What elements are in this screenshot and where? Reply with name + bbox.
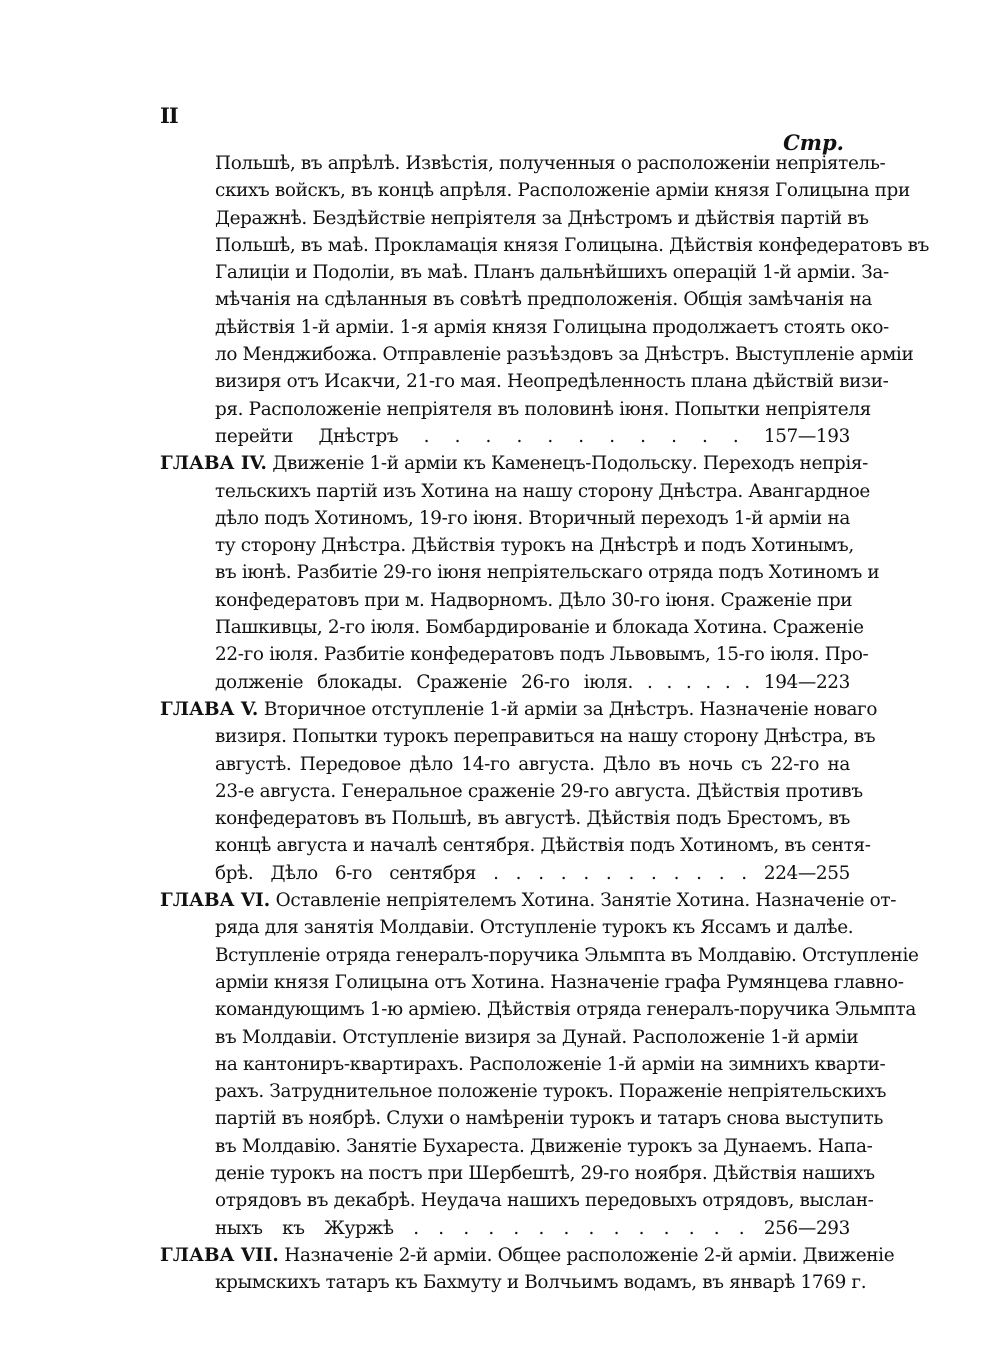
chapter-vi-entry	[160, 887, 919, 1242]
toc-line: конфедератовъ при м. Надворномъ. Дѣло 30-го іюня. Сраженіе при	[215, 589, 853, 611]
toc-line: тельскихъ партій изъ Хотина на нашу сторону Днѣстра. Авангардное	[215, 480, 870, 502]
toc-line: отрядовъ въ декабрѣ. Неудача нашихъ передовыхъ отрядовъ, выслан-	[215, 1190, 874, 1212]
page-number: II	[160, 103, 178, 128]
toc-line: 22-го іюля. Разбитіе конфедератовъ подъ Львовымъ, 15-го іюля. Про-	[215, 644, 869, 666]
toc-line: визиря отъ Исакчи, 21-го мая. Неопредѣленность плана дѣйствій визи-	[215, 371, 889, 393]
toc-line: Польшѣ, въ апрѣлѣ. Извѣстія, полученныя о расположеніи непріятель-	[215, 153, 886, 174]
toc-line: ря. Расположеніе непріятеля въ половинѣ іюня. Попытки непріятеля	[215, 398, 871, 420]
chapter-heading: ГЛАВА IV.	[160, 453, 267, 475]
toc-line: визиря. Попытки турокъ переправиться на нашу сторону Днѣстра, въ	[215, 726, 876, 748]
chapter-first-line	[160, 887, 897, 914]
toc-line: Галиціи и Подоліи, въ маѣ. Планъ дальнѣйшихъ операцій 1-й арміи. За-	[215, 262, 889, 284]
toc-line: Деражнѣ. Бездѣйствіе непріятеля за Днѣстромъ и дѣйствія партій въ	[215, 207, 869, 229]
chapter-vii-entry	[160, 1242, 895, 1297]
toc-line: крымскихъ татаръ къ Бахмуту и Волчьимъ водамъ, въ январѣ 1769 г.	[215, 1272, 867, 1294]
chapter-first-line	[160, 450, 868, 477]
toc-line: Вступленіе отряда генералъ-поручика Эльмпта въ Молдавію. Отступленіе	[215, 944, 919, 966]
chapter-summary-start: Оставленіе непріятелемъ Хотина. Занятіе Хотина. Назначеніе от-	[275, 890, 897, 912]
chapter-summary-start: Назначеніе 2-й арміи. Общее расположеніе 2-й арміи. Движеніе	[284, 1244, 895, 1266]
toc-line-with-pages: брѣ. Дѣло 6-го сентября . . . . . . . . . . . . 224—255	[215, 862, 850, 884]
toc-line-with-pages: долженіе блокады. Сраженіе 26-го іюля. . . . . . . 194—223	[215, 671, 850, 693]
toc-line: ряда для занятія Молдавіи. Отступленіе турокъ къ Яссамъ и далѣе.	[215, 917, 854, 939]
chapter-iv-entry	[160, 450, 880, 696]
continuation-entry	[160, 150, 930, 450]
toc-line: конфедератовъ въ Польшѣ, въ августѣ. Дѣйствія подъ Брестомъ, въ	[215, 808, 850, 830]
toc-line: командующимъ 1-ю арміею. Дѣйствія отряда генералъ-поручика Эльмпта	[215, 999, 916, 1021]
chapter-heading: ГЛАВА VI.	[160, 890, 271, 912]
chapter-summary-start: Движеніе 1-й арміи къ Каменецъ-Подольску. Переходъ непрія-	[272, 453, 868, 475]
toc-line: въ Молдавію. Занятіе Бухареста. Движеніе турокъ за Дунаемъ. Напа-	[215, 1135, 873, 1157]
toc-line: партій въ ноябрѣ. Слухи о намѣреніи турокъ и татаръ снова выступить	[215, 1108, 884, 1130]
toc-line: Пашкивцы, 2-го іюля. Бомбардированіе и блокада Хотина. Сраженіе	[215, 617, 864, 639]
toc-line: мѣчанія на сдѣланныя въ совѣтѣ предположенія. Общія замѣчанія на	[215, 289, 873, 311]
toc-line: дѣло подъ Хотиномъ, 19-го іюня. Вторичный переходъ 1-й арміи на	[215, 507, 850, 529]
chapter-v-entry	[160, 696, 878, 887]
chapter-first-line	[160, 1242, 895, 1269]
toc-line: ло Менджибожа. Отправленіе разъѣздовъ за Днѣстръ. Выступленіе арміи	[215, 344, 914, 366]
chapter-heading: ГЛАВА V.	[160, 698, 259, 720]
toc-line: деніе турокъ на постъ при Шербештѣ, 29-го ноября. Дѣйствія нашихъ	[215, 1162, 875, 1184]
toc-line: въ іюнѣ. Разбитіе 29-го іюня непріятельскаго отряда подъ Хотиномъ и	[215, 562, 880, 584]
chapter-first-line	[160, 696, 878, 723]
toc-line-with-pages: перейти Днѣстръ . . . . . . . . . . . 157—193	[215, 425, 850, 447]
toc-line: концѣ августа и началѣ сентября. Дѣйствія подъ Хотиномъ, въ сентя-	[215, 835, 871, 857]
toc-line: Польшѣ, въ маѣ. Прокламація князя Голицына. Дѣйствія конфедератовъ въ	[215, 234, 930, 256]
toc-line: арміи князя Голицына отъ Хотина. Назначеніе графа Румянцева главно-	[215, 971, 904, 993]
table-of-contents	[160, 150, 930, 1296]
chapter-heading: ГЛАВА VII.	[160, 1244, 279, 1266]
toc-line: 23-е августа. Генеральное сраженіе 29-го августа. Дѣйствія противъ	[215, 780, 863, 802]
toc-line-with-pages: ныхъ къ Журжѣ . . . . . . . . . . . . . . 256—293	[215, 1217, 850, 1239]
toc-line: рахъ. Затруднительное положеніе турокъ. Пораженіе непріятельскихъ	[215, 1081, 887, 1103]
toc-line: на кантониръ-квартирахъ. Расположеніе 1-й арміи на зимнихъ кварти-	[215, 1053, 886, 1075]
toc-line: дѣйствія 1-й арміи. 1-я армія князя Голицына продолжаетъ стоять око-	[215, 316, 889, 338]
toc-line: въ Молдавіи. Отступленіе визиря за Дунай. Расположеніе 1-й арміи	[215, 1026, 859, 1048]
chapter-summary-start: Вторичное отступленіе 1-й арміи за Днѣстръ. Назначеніе новаго	[263, 698, 878, 720]
page-column-label: Стр.	[783, 130, 844, 155]
toc-line: ту сторону Днѣстра. Дѣйствія турокъ на Днѣстрѣ и подъ Хотинымъ,	[215, 535, 854, 557]
toc-line: августѣ. Передовое дѣло 14-го августа. Дѣло въ ночь съ 22-го на	[215, 753, 850, 775]
toc-line: скихъ войскъ, въ концѣ апрѣля. Расположеніе арміи князя Голицына при	[215, 180, 910, 202]
